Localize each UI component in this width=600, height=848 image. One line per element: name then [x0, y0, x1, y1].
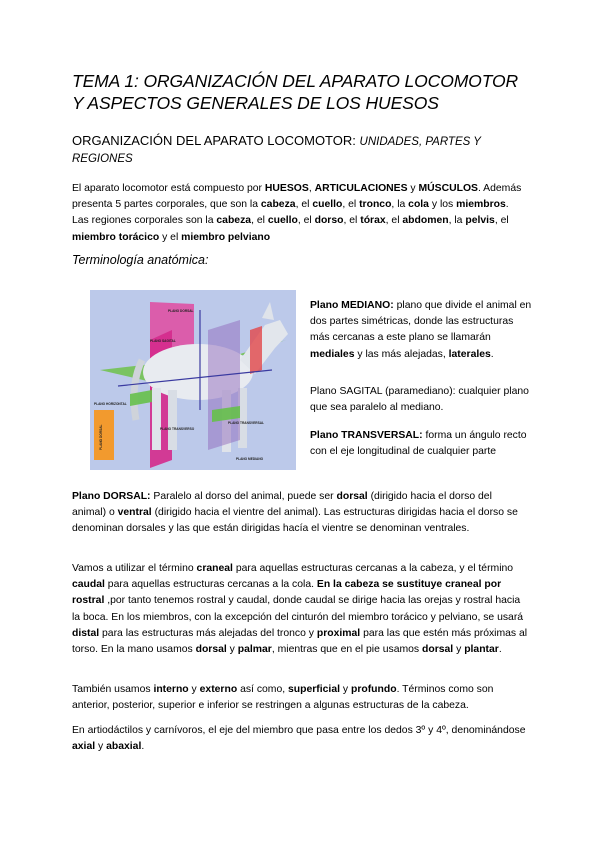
interno-text-2: y	[188, 684, 200, 695]
sagittal-plane-text	[310, 384, 532, 416]
craneal-text-0: Vamos a utilizar el término	[72, 563, 197, 574]
intro-text-12: , la	[391, 199, 409, 211]
intro-bold-29: miembro torácico	[72, 231, 160, 243]
intro-bold-7: cabeza	[260, 199, 296, 211]
intro-bold-31: miembro pelviano	[181, 231, 271, 243]
intro-text-10: , el	[342, 199, 360, 211]
intro-text-2: ,	[308, 183, 315, 194]
intro-text-6: . Además presenta 5 partes corporales, que son la	[72, 183, 522, 211]
intro-text-28: , el	[494, 215, 509, 227]
anatomical-planes-figure	[90, 290, 296, 470]
intro-bold-13: cola	[408, 199, 429, 211]
intro-text-4: y	[407, 183, 419, 194]
intro-bold-3: ARTICULACIONES	[314, 183, 408, 194]
interno-bold-5: superficial	[288, 684, 340, 695]
craneal-bold-15: dorsal	[422, 644, 454, 656]
craneal-text-14: , mientras que en el pie usamos	[271, 644, 423, 656]
axial-text-2: y	[95, 741, 107, 753]
intro-text-20: , el	[297, 215, 315, 227]
dorsal-bold-4: ventral	[117, 507, 152, 519]
intro-bold-19: cuello	[267, 215, 298, 227]
dorsal-text-3: (dirigido hacia el dorso del animal) o	[72, 491, 492, 519]
intro-bold-25: abdomen	[402, 215, 449, 227]
transverse-plane-text	[310, 428, 532, 460]
interno-text-8: . Términos como son anterior, posterior, superior e inferior se restringen a algunas estructuras de la cabeza.	[72, 684, 494, 712]
craneal-bold-3: caudal	[72, 579, 105, 591]
axial-bold-1: axial	[72, 741, 96, 753]
craneal-text-8: para las estructuras más alejadas del tronco y	[99, 627, 317, 639]
horse-planes-illustration	[90, 290, 296, 470]
transverse-plane-shape	[208, 320, 240, 450]
orange-plane-shape	[94, 410, 114, 460]
section-title	[72, 133, 532, 167]
intro-text-24: , el	[385, 215, 403, 227]
side_mediano-bold-0: Plano MEDIANO:	[310, 300, 394, 311]
craneal-bold-11: dorsal	[195, 644, 227, 656]
page-title: TEMA 1: ORGANIZACIÓN DEL APARATO LOCOMOTOR Y ASPECTOS GENERALES DE LOS HUESOS	[72, 71, 519, 113]
label-plano-mediano: PLANO MEDIANO	[236, 457, 264, 461]
axial-abaxial-paragraph	[72, 723, 528, 755]
label-plano-transverso: PLANO TRANSVERSO	[160, 427, 195, 431]
intro-paragraph	[72, 181, 528, 246]
dorsal-bold-2: dorsal	[336, 491, 368, 502]
axial-text-0: En artiodáctilos y carnívoros, el eje del miembro que pasa entre los dedos 3º y 4º, denominándose	[72, 725, 526, 736]
dorsal-text-5: (dirigido hacia el vientre del animal). Las estructuras dirigidas hacia el dorso se denominan dorsales y las que están dirigidas hacía el vientre se denominan ventrales.	[72, 507, 518, 535]
craneal-text-6: ,por tanto tenemos rostral y caudal, donde caudal se dirige hacia las orejas y rostral hacia la boca. En los miembros, con la excepción del cinturón del miembro torácico y pelviano, se usará	[72, 595, 524, 623]
side_mediano-text-1: plano que divide el animal en dos partes simétricas, donde las estructuras más cercanas a este plano se llamarán	[310, 300, 532, 344]
label-plano-sagital: PLANO SAGITAL	[150, 339, 176, 343]
side_mediano-bold-2: mediales	[310, 348, 355, 360]
side_mediano-text-3: y las más alejadas,	[354, 348, 449, 360]
cranial-caudal-paragraph	[72, 561, 528, 658]
axial-text-4: .	[141, 741, 145, 753]
interno-bold-3: externo	[199, 684, 238, 695]
interno-text-0: También usamos	[72, 684, 154, 695]
interno-text-6: y	[340, 684, 351, 695]
intro-text-16: . Las regiones corporales son la	[72, 199, 509, 227]
label-plano-dorsal-2: PLANO DORSAL	[99, 424, 103, 450]
craneal-bold-9: proximal	[316, 627, 361, 639]
side_mediano-bold-4: laterales	[448, 348, 491, 360]
intro-bold-21: dorso	[314, 215, 344, 227]
intro-text-26: , la	[448, 215, 466, 227]
dorsal-bold-0: Plano DORSAL:	[72, 491, 151, 502]
axial-bold-3: abaxial	[106, 741, 142, 753]
craneal-bold-1: craneal	[196, 563, 233, 574]
craneal-text-12: y	[226, 644, 238, 656]
label-plano-dorsal: PLANO DORSAL	[168, 309, 194, 313]
interno-bold-7: profundo	[350, 684, 397, 695]
intro-bold-27: pelvis	[465, 215, 495, 227]
craneal-text-10: para las que estén más próximas al torso. En la mano usamos	[72, 627, 528, 656]
label-plano-transversal: PLANO TRANSVERSAL	[228, 421, 264, 425]
intro-text-0: El aparato locomotor está compuesto por	[72, 183, 265, 194]
horse-hind-leg	[152, 388, 161, 450]
section-title-italic: UNIDADES, PARTES Y REGIONES	[72, 136, 481, 165]
side_transversal-text-1: forma un ángulo recto con el eje longitudinal de cualquier parte	[310, 430, 527, 458]
dorsal-plane-paragraph	[72, 489, 528, 538]
median-plane-text	[310, 298, 532, 363]
interno-text-4: así como,	[237, 684, 289, 695]
craneal-bold-17: plantar	[464, 644, 499, 656]
internal-external-paragraph	[72, 682, 528, 714]
side_sagital-text-0: Plano SAGITAL (paramediano): cualquier plano que sea paralelo al mediano.	[310, 386, 529, 414]
intro-bold-5: MÚSCULOS	[418, 183, 478, 194]
side_transversal-bold-0: Plano TRANSVERSAL:	[310, 430, 423, 441]
craneal-text-16: y	[453, 644, 465, 656]
intro-text-8: , el	[295, 199, 313, 211]
dorsal-text-1: Paralelo al dorso del animal, puede ser	[150, 491, 337, 502]
intro-text-18: , el	[251, 215, 268, 227]
interno-bold-1: interno	[153, 684, 189, 695]
intro-text-30: y el	[159, 231, 182, 243]
label-plano-horizontal: PLANO HORIZONTAL	[94, 402, 127, 406]
intro-bold-17: cabeza	[216, 215, 252, 227]
intro-bold-23: tórax	[360, 215, 386, 227]
craneal-bold-13: palmar	[237, 644, 272, 656]
intro-bold-1: HUESOS	[264, 183, 309, 194]
intro-text-14: y los	[428, 199, 457, 211]
intro-text-22: , el	[343, 215, 361, 227]
side_mediano-text-5: .	[490, 348, 494, 360]
intro-bold-15: miembros	[456, 199, 506, 211]
intro-bold-11: tronco	[359, 199, 392, 211]
section-title-main: ORGANIZACIÓN DEL APARATO LOCOMOTOR:	[72, 133, 356, 148]
craneal-bold-5: En la cabeza se sustituye craneal por rostral	[72, 579, 502, 607]
craneal-bold-7: distal	[72, 627, 100, 639]
craneal-text-18: .	[498, 644, 502, 656]
intro-bold-9: cuello	[312, 199, 343, 211]
craneal-text-4: para aquellas estructuras cercanas a la cola.	[104, 579, 317, 591]
craneal-text-2: para aquellas estructuras cercanas a la cabeza, y el término	[232, 563, 514, 574]
terminology-heading: Terminología anatómica:	[72, 253, 209, 267]
